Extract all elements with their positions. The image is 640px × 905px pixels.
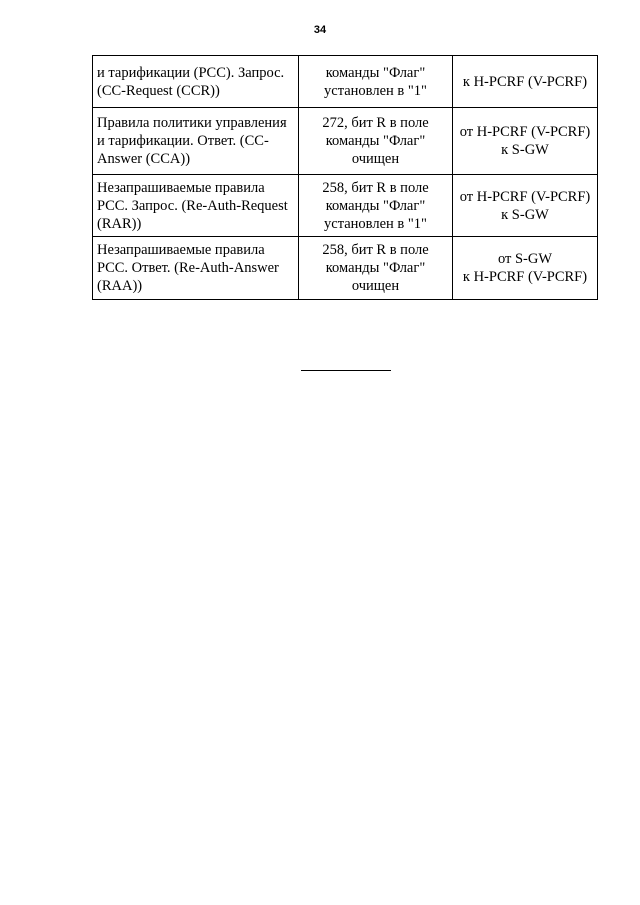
command-code-line: очищен — [351, 151, 400, 167]
table-row — [93, 56, 598, 108]
command-code-line: установлен в "1" — [324, 215, 427, 232]
table-row — [93, 175, 598, 237]
command-code-line: 272, бит R в поле — [322, 115, 429, 131]
command-code-line: 258, бит R в поле — [322, 179, 429, 196]
message-name-cell — [93, 56, 299, 108]
message-name-line: и тарификации (PCC). Запрос. — [97, 64, 285, 81]
direction-cell — [453, 108, 598, 175]
message-name-line: (RAA)) — [97, 278, 143, 294]
command-code-cell — [299, 237, 453, 300]
command-code-line: команды "Флаг" — [325, 133, 426, 149]
message-name-line: Незапрашиваемые правила — [97, 242, 265, 258]
command-code-line: 258, бит R в поле — [322, 242, 429, 258]
command-code-line: команды "Флаг" — [325, 197, 426, 214]
direction-line: к S-GW — [501, 206, 549, 223]
message-name-cell — [93, 175, 299, 237]
message-name-cell — [93, 237, 299, 300]
command-code-cell — [299, 175, 453, 237]
direction-line: к S-GW — [501, 142, 549, 158]
direction-line: от H-PCRF (V-PCRF) — [459, 188, 591, 205]
direction-line: к H-PCRF (V-PCRF) — [462, 73, 588, 90]
direction-line: от H-PCRF (V-PCRF) — [459, 124, 591, 140]
direction-line: к H-PCRF (V-PCRF) — [462, 269, 588, 285]
message-name-cell — [93, 108, 299, 175]
message-name-line: PCC. Ответ. (Re-Auth-Answer — [97, 260, 279, 276]
direction-cell — [453, 56, 598, 108]
page-number: 34 — [313, 24, 327, 36]
command-code-line: установлен в "1" — [324, 82, 427, 99]
message-name-line: Answer (CCA)) — [97, 151, 191, 167]
message-name-line: PCC. Запрос. (Re-Auth-Request — [97, 197, 288, 214]
command-code-cell — [299, 108, 453, 175]
diameter-messages-table — [92, 55, 598, 300]
command-code-cell — [299, 56, 453, 108]
command-code-line: команды "Флаг" — [325, 260, 426, 276]
command-code-line: очищен — [351, 278, 400, 294]
message-name-line: Незапрашиваемые правила — [97, 179, 265, 196]
direction-cell — [453, 175, 598, 237]
direction-cell — [453, 237, 598, 300]
table-row — [93, 237, 598, 300]
message-name-line: (RAR)) — [97, 215, 142, 232]
message-name-line: (CC-Request (CCR)) — [97, 82, 220, 99]
message-name-line: и тарификации. Ответ. (CC- — [97, 133, 269, 149]
command-code-line: команды "Флаг" — [325, 64, 426, 81]
direction-line: от S-GW — [497, 251, 553, 267]
end-of-document-rule — [301, 370, 391, 371]
message-name-line: Правила политики управления — [97, 115, 287, 131]
table-row — [93, 108, 598, 175]
